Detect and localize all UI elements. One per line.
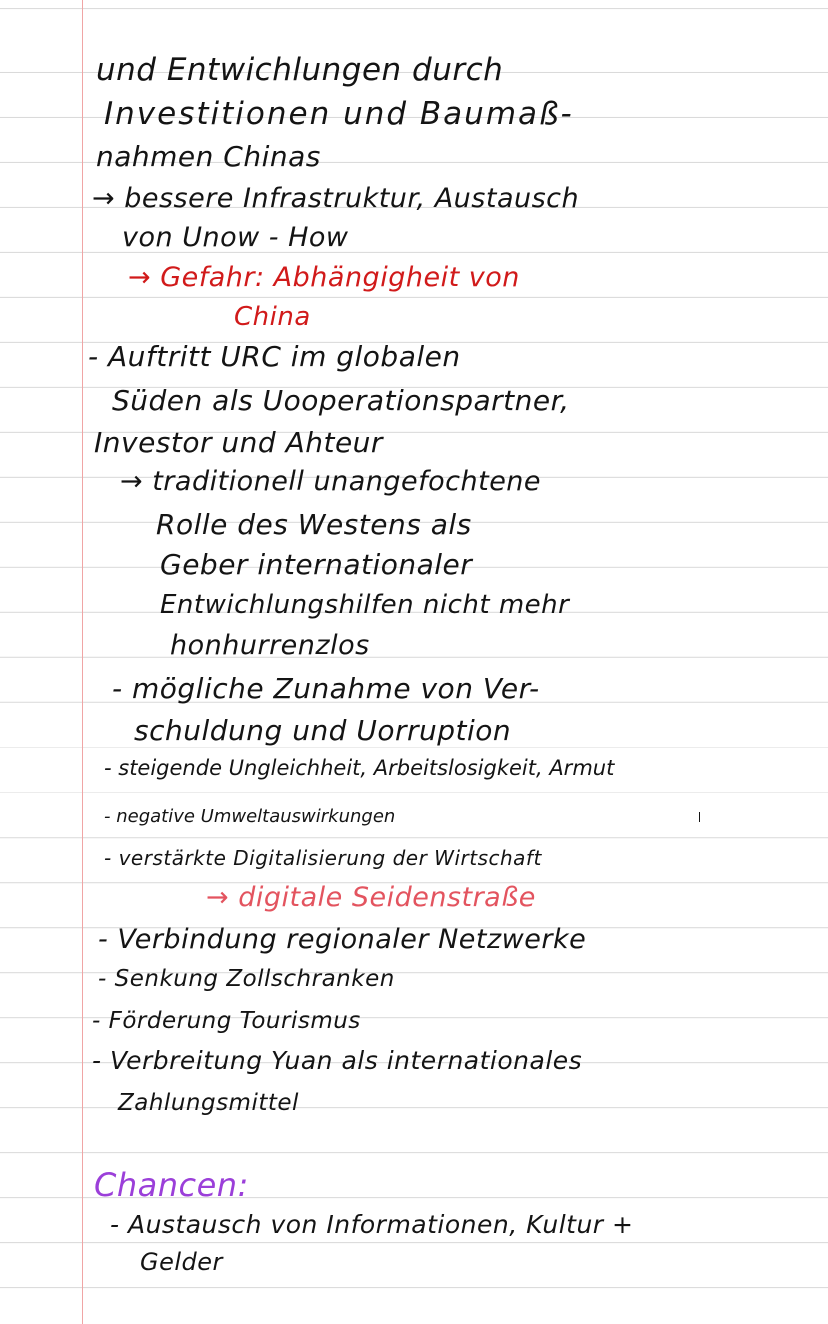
note-line: Investitionen und Baumaß-	[104, 96, 574, 132]
note-line: Investor und Ahteur	[94, 426, 383, 459]
note-line: Entwichlungshilfen nicht mehr	[160, 590, 570, 620]
note-line: Geber internationaler	[160, 548, 473, 581]
note-line-highlight: → digitale Seidenstraße	[206, 882, 536, 913]
note-line: Rolle des Westens als	[156, 508, 472, 541]
note-line: honhurrenzlos	[170, 630, 370, 661]
margin-line	[82, 0, 83, 1324]
note-line-highlight: China	[234, 302, 311, 332]
section-heading: Chancen:	[94, 1166, 249, 1204]
note-line: - Förderung Tourismus	[92, 1008, 361, 1034]
note-line: - negative Umweltauswirkungen	[104, 806, 396, 827]
note-line: - Verbreitung Yuan als internationales	[92, 1046, 583, 1075]
note-line: Zahlungsmittel	[118, 1090, 299, 1116]
note-line: nahmen Chinas	[96, 140, 321, 173]
note-line: - verstärkte Digitalisierung der Wirtschaft	[104, 846, 542, 870]
note-line: - Auftritt URC im globalen	[88, 340, 461, 373]
note-line: - mögliche Zunahme von Ver-	[112, 672, 540, 705]
note-line: - Senkung Zollschranken	[98, 966, 395, 992]
note-line: - Austausch von Informationen, Kultur +	[110, 1210, 634, 1239]
note-line: und Entwichlungen durch	[96, 52, 504, 88]
note-line: Gelder	[140, 1248, 223, 1276]
note-line: schuldung und Uorruption	[134, 714, 512, 747]
stray-pen-mark	[699, 812, 700, 822]
note-line: → bessere Infrastruktur, Austausch	[92, 183, 580, 214]
note-line: - Verbindung regionaler Netzwerke	[98, 924, 587, 955]
note-line: von Unow - How	[122, 222, 349, 253]
note-line-highlight: → Gefahr: Abhängigheit von	[128, 262, 520, 293]
note-line: Süden als Uooperationspartner,	[112, 384, 570, 417]
note-line: - steigende Ungleichheit, Arbeitslosigkeit, Armut	[104, 756, 615, 780]
note-line: → traditionell unangefochtene	[120, 466, 542, 497]
